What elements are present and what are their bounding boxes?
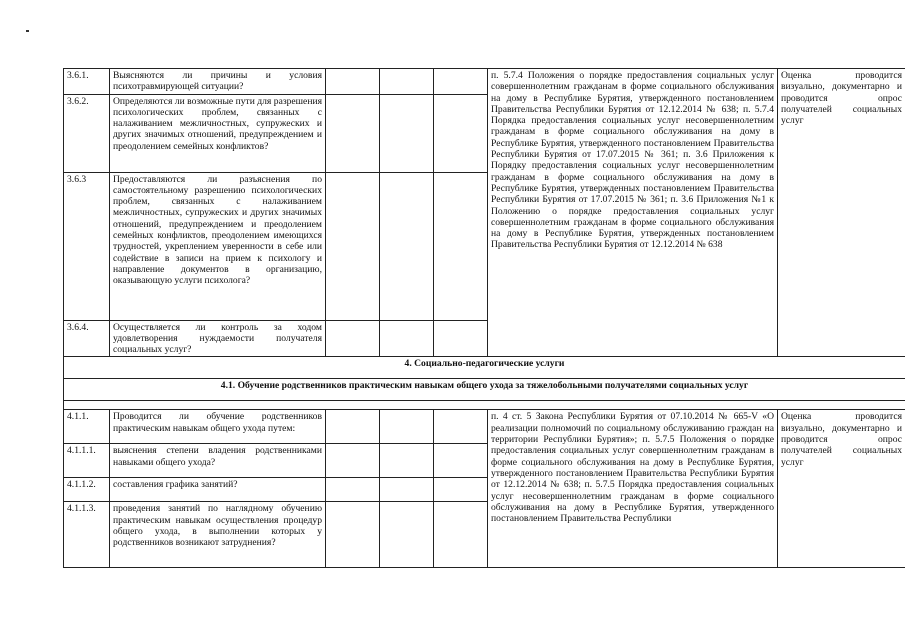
answer-no-cell <box>380 172 434 320</box>
answer-na-cell <box>434 172 488 320</box>
row-number: 3.6.3 <box>64 172 110 320</box>
question-text: Проводится ли обучение родственников практическим навыкам общего ухода путем: <box>110 410 326 444</box>
answer-yes-cell <box>326 320 380 357</box>
answer-yes-cell <box>326 478 380 502</box>
row-number: 3.6.1. <box>64 69 110 95</box>
answer-yes-cell <box>326 444 380 478</box>
table-row <box>64 410 905 444</box>
answer-no-cell <box>380 502 434 568</box>
answer-na-cell <box>434 69 488 95</box>
answer-yes-cell <box>326 69 380 95</box>
answer-yes-cell <box>326 172 380 320</box>
legal-reference: п. 5.7.4 Положения о порядке предоставления социальных услуг совершеннолетним гражданам в форме социального обслуживания на дому в Республике Бурятия, утвержденного постановлением Правительства Республики Бурятия от 12.12.2014 № 638; п. 5.7.4 Порядка предоставления социальных услуг несовершеннолетним гражданам в форме социального обслуживания на дому в Республике Бурятия, утвержденного постановлением Правительства Республики Бурятия от 17.07.2015 № 361; п. 3.6 Приложения к Порядку предоставления социальных услуг несовершеннолетним гражданам в форме социального обслуживания на дому в Республике Бурятия, утвержденных постановлением Правительства Республики Бурятия от 17.07.2015 № 361; п. 3.6 Приложения №1 к Положению о порядке предоставления социальных услуг совершеннолетним гражданам в форме социального обслуживания на дому в Республике Бурятия, утвержденных постановлением Правительства Республики Бурятия от 12.12.2014 № 638 <box>488 69 778 357</box>
answer-na-cell <box>434 320 488 357</box>
assessment-method: Оценка проводится визуально, документарно и проводится опрос получателей социальных услуг <box>778 410 905 568</box>
question-text: Выясняются ли причины и условия психотравмирующей ситуации? <box>110 69 326 95</box>
subsection-heading-row <box>64 379 905 401</box>
row-number: 3.6.4. <box>64 320 110 357</box>
answer-na-cell <box>434 410 488 444</box>
row-number: 4.1.1. <box>64 410 110 444</box>
answer-no-cell <box>380 478 434 502</box>
answer-na-cell <box>434 94 488 172</box>
answer-no-cell <box>380 94 434 172</box>
answer-yes-cell <box>326 410 380 444</box>
answer-no-cell <box>380 410 434 444</box>
spacer-row <box>64 401 905 410</box>
question-text: Определяются ли возможные пути для разрешения психологических проблем, связанных с налаживанием межличностных, супружеских и других значимых отношений, предупреждением и преодолением семейных конфликтов? <box>110 94 326 172</box>
legal-reference: п. 4 ст. 5 Закона Республики Бурятия от 07.10.2014 № 665-V «О реализации полномочий по социальному обслуживанию граждан на территории Республики Бурятия»; п. 5.7.5 Положения о порядке предоставления социальных услуг совершеннолетним гражданам в форме социального обслуживания на дому в Республике Бурятия, утвержденного постановлением Правительства Республики Бурятия от 12.12.2014 № 638; п. 5.7.5 Порядка предоставления социальных услуг несовершеннолетним гражданам в форме социального обслуживания на дому в Республике Бурятия, утвержденного постановлением Правительства Республики <box>488 410 778 568</box>
section-title: 4. Социально-педагогические услуги <box>64 357 905 379</box>
section-heading-row <box>64 357 905 379</box>
row-number: 4.1.1.3. <box>64 502 110 568</box>
scan-mark <box>26 30 29 32</box>
question-text: проведения занятий по наглядному обучению практическим навыкам осуществления процедур общего ухода, в выполнении которых у родственников возникают затруднения? <box>110 502 326 568</box>
answer-yes-cell <box>326 94 380 172</box>
table-row <box>64 69 905 95</box>
question-text: Осуществляется ли контроль за ходом удовлетворения нуждаемости получателя социальных услуг? <box>110 320 326 357</box>
answer-na-cell <box>434 502 488 568</box>
question-text: Предоставляются ли разъяснения по самостоятельному разрешению психологических проблем, связанных с налаживанием межличностных, супружеских и других значимых отношений, предупреждением и преодолением семейных конфликтов, преодолением имеющихся трудностей, укреплением уверенности в себе или содействие в записи на прием к психологу и направление документов в организацию, оказывающую услуги психолога? <box>110 172 326 320</box>
question-text: выяснения степени владения родственниками навыками общего ухода? <box>110 444 326 478</box>
answer-yes-cell <box>326 502 380 568</box>
row-number: 3.6.2. <box>64 94 110 172</box>
answer-no-cell <box>380 320 434 357</box>
row-number: 4.1.1.2. <box>64 478 110 502</box>
inspection-table <box>63 68 905 568</box>
answer-no-cell <box>380 444 434 478</box>
subsection-title: 4.1. Обучение родственников практическим навыкам общего ухода за тяжелобольными получателями социальных услуг <box>64 379 905 401</box>
answer-na-cell <box>434 444 488 478</box>
answer-no-cell <box>380 69 434 95</box>
spacer-cell <box>64 401 905 410</box>
assessment-method: Оценка проводится визуально, документарно и проводится опрос получателей социальных услуг <box>778 69 905 357</box>
row-number: 4.1.1.1. <box>64 444 110 478</box>
answer-na-cell <box>434 478 488 502</box>
question-text: составления графика занятий? <box>110 478 326 502</box>
